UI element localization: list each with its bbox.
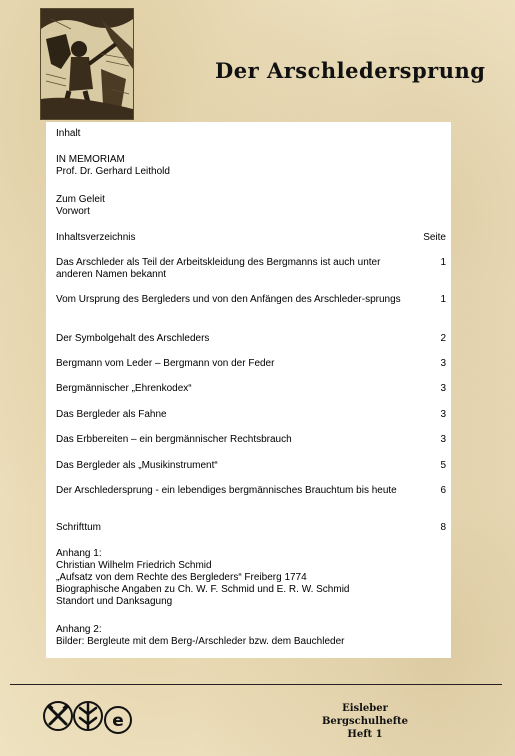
toc-entry-page: 3 <box>440 358 446 369</box>
toc-entry-page: 5 <box>440 460 446 471</box>
toc-entry-page: 2 <box>440 333 446 344</box>
series-name: Eisleber Bergschulhefte <box>321 703 409 727</box>
toc-entry-text: Das Bergleder als „Musikinstrument“ <box>56 460 218 471</box>
toc-entry-page: 3 <box>440 383 446 394</box>
woodcut-illustration <box>40 8 134 120</box>
toc-entry-text: Das Arschleder als Teil der Arbeitskleidung des Bergmanns ist auch unter anderen Namen bekannt <box>56 257 381 280</box>
anhang1-line: Christian Wilhelm Friedrich Schmid <box>56 560 212 571</box>
vorwort-label: Vorwort <box>56 206 90 217</box>
toc-entry-text: Der Arschledersprung - ein lebendiges bergmännisches Brauchtum bis heute <box>56 485 397 496</box>
anhang1-line: Standort und Danksagung <box>56 596 173 607</box>
footer-divider <box>10 684 502 685</box>
anhang2-title: Anhang 2: <box>56 624 102 635</box>
memoriam-name: Prof. Dr. Gerhard Leithold <box>56 166 170 177</box>
issue-number: Heft 1 <box>347 729 383 740</box>
anhang2-line: Bilder: Bergleute mit dem Berg-/Arschleder bzw. dem Bauchleder <box>56 636 345 647</box>
toc-entry-text: Bergmännischer „Ehrenkodex“ <box>56 383 192 394</box>
geleit-label: Zum Geleit <box>56 194 105 205</box>
anhang1-title: Anhang 1: <box>56 548 102 559</box>
anhang1-line: „Aufsatz von dem Rechte des Bergleders“ Freiberg 1774 <box>56 572 307 583</box>
toc-entry-page: 1 <box>440 294 446 305</box>
publisher-logo <box>40 698 145 738</box>
toc-entry-text: Schrifttum <box>56 522 102 533</box>
toc-entry-text: Der Symbolgehalt des Arschleders <box>56 333 210 344</box>
toc-entry-page: 3 <box>440 409 446 420</box>
verzeichnis-label: Inhaltsverzeichnis <box>56 232 136 243</box>
anhang1-line: Biographische Angaben zu Ch. W. F. Schmid und E. R. W. Schmid <box>56 584 350 595</box>
toc-entry-text: Das Bergleder als Fahne <box>56 409 167 420</box>
seite-label: Seite <box>423 232 446 243</box>
document-title: Der Arschledersprung <box>215 58 486 83</box>
toc-entry-page: 1 <box>440 257 446 268</box>
toc-entry-text: Vom Ursprung des Bergleders und von den Anfängen des Arschleder-sprungs <box>56 294 401 305</box>
toc-entry-text: Das Erbbereiten – ein bergmännischer Rechtsbrauch <box>56 434 292 445</box>
svg-text:e: e <box>112 711 124 731</box>
toc-entry-page: 6 <box>440 485 446 496</box>
toc-entry-text: Bergmann vom Leder – Bergmann von der Feder <box>56 358 275 369</box>
series-footer <box>300 702 430 741</box>
table-of-contents <box>46 122 451 658</box>
toc-entry-page: 8 <box>440 522 446 533</box>
toc-entry-page: 3 <box>440 434 446 445</box>
toc-heading: Inhalt <box>56 128 81 139</box>
memoriam-title: IN MEMORIAM <box>56 154 125 165</box>
